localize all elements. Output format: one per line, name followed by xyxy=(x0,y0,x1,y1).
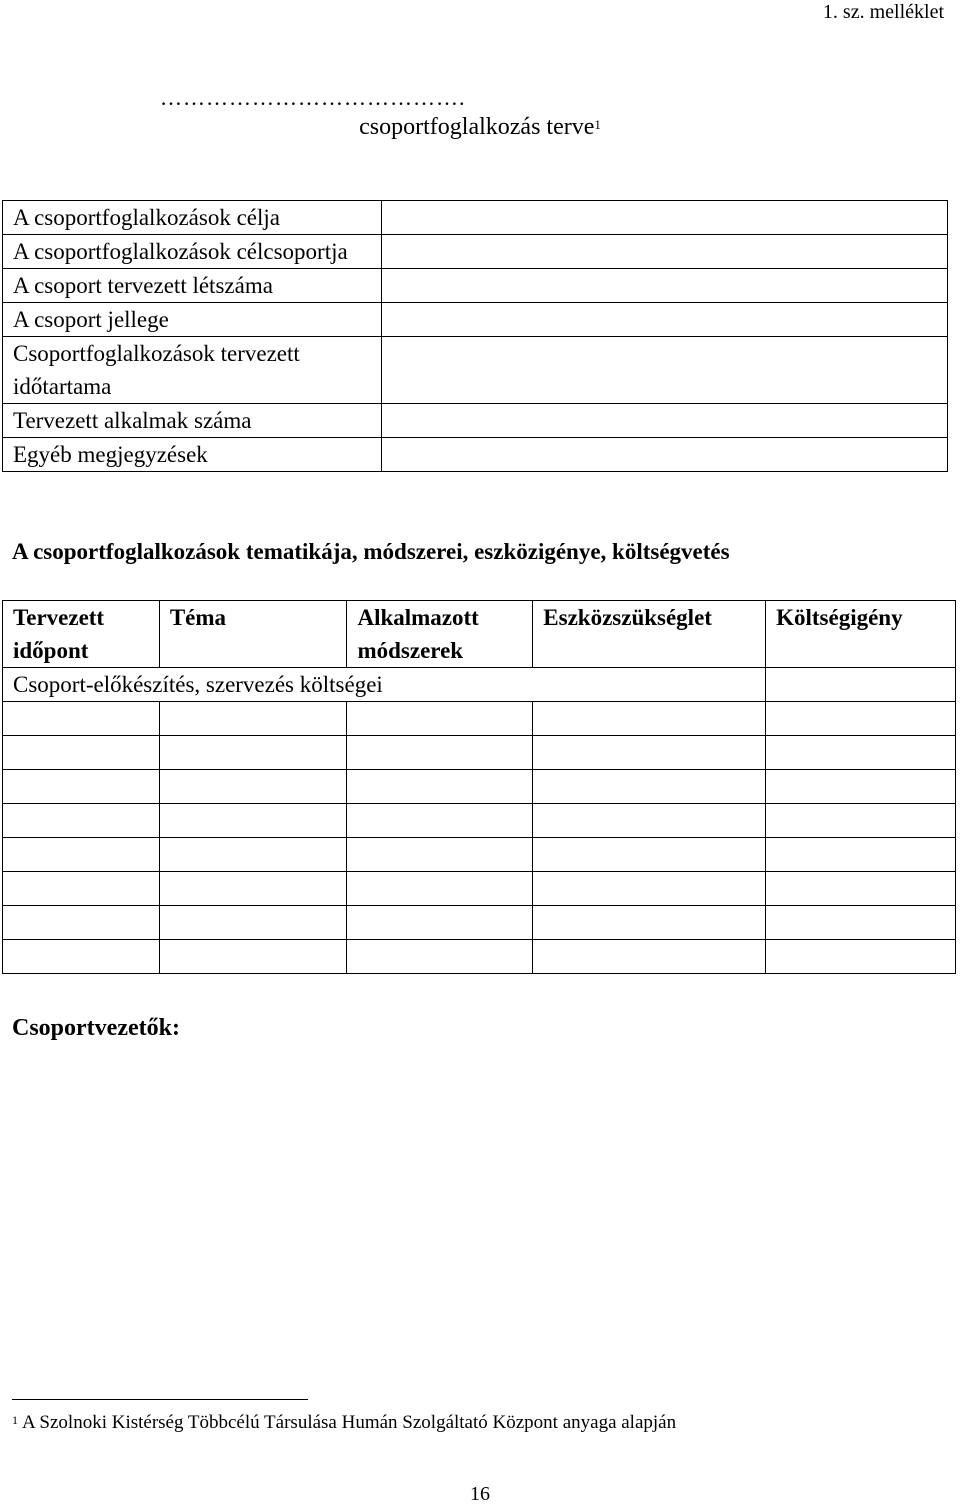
table-cell[interactable] xyxy=(159,736,347,770)
plan-row-value[interactable] xyxy=(381,235,947,269)
header-methods: Alkalmazott módszerek xyxy=(347,601,533,668)
title-fill-in-dots: …………………………………. xyxy=(160,85,466,110)
plan-row xyxy=(3,269,948,303)
footnote-number: 1 xyxy=(12,1413,18,1427)
footnote-text: A Szolnoki Kistérség Többcélú Társulása Humán Szolgáltató Központ anyaga alapján xyxy=(22,1412,677,1433)
prep-cost-value[interactable] xyxy=(766,668,956,702)
table-cell[interactable] xyxy=(3,906,160,940)
table-cell[interactable] xyxy=(347,838,533,872)
table-cell[interactable] xyxy=(3,702,160,736)
plan-row-label: Tervezett alkalmak száma xyxy=(3,404,382,438)
footnote-divider xyxy=(12,1399,308,1400)
table-cell[interactable] xyxy=(766,906,956,940)
prep-cost-row xyxy=(3,668,956,702)
table-cell[interactable] xyxy=(3,770,160,804)
plan-row-value[interactable] xyxy=(381,404,947,438)
table-cell[interactable] xyxy=(159,906,347,940)
plan-row-value[interactable] xyxy=(381,337,947,404)
table-cell[interactable] xyxy=(766,940,956,974)
table-cell[interactable] xyxy=(533,770,766,804)
plan-row xyxy=(3,438,948,472)
table-cell[interactable] xyxy=(766,736,956,770)
table-cell[interactable] xyxy=(766,838,956,872)
table-cell[interactable] xyxy=(347,770,533,804)
table-cell[interactable] xyxy=(347,804,533,838)
plan-row xyxy=(3,404,948,438)
table-cell[interactable] xyxy=(766,770,956,804)
annex-label: 1. sz. melléklet xyxy=(822,1,944,23)
plan-row xyxy=(3,337,948,404)
plan-row-label: Csoportfoglalkozások tervezett időtartama xyxy=(3,337,382,404)
header-planned-date: Tervezett időpont xyxy=(3,601,160,668)
schedule-row xyxy=(3,804,956,838)
table-cell[interactable] xyxy=(766,804,956,838)
table-cell[interactable] xyxy=(533,872,766,906)
table-cell[interactable] xyxy=(347,736,533,770)
document-title xyxy=(0,112,960,142)
schedule-row xyxy=(3,838,956,872)
plan-row-value[interactable] xyxy=(381,201,947,235)
schedule-row xyxy=(3,702,956,736)
table-cell[interactable] xyxy=(3,736,160,770)
table-cell[interactable] xyxy=(533,702,766,736)
table-cell[interactable] xyxy=(159,702,347,736)
schedule-row xyxy=(3,906,956,940)
title-text: csoportfoglalkozás terve xyxy=(359,114,595,140)
title-footnote-ref: 1 xyxy=(594,117,601,132)
table-cell[interactable] xyxy=(159,838,347,872)
table-cell[interactable] xyxy=(159,804,347,838)
page-number: 16 xyxy=(470,1483,490,1505)
schedule-row xyxy=(3,940,956,974)
group-leaders-label: Csoportvezetők: xyxy=(12,1015,180,1041)
header-equipment: Eszközszükséglet xyxy=(533,601,766,668)
plan-row-label: A csoportfoglalkozások célcsoportja xyxy=(3,235,382,269)
table-cell[interactable] xyxy=(533,906,766,940)
table-cell[interactable] xyxy=(3,804,160,838)
plan-row-value[interactable] xyxy=(381,438,947,472)
table-cell[interactable] xyxy=(347,906,533,940)
table-cell[interactable] xyxy=(347,940,533,974)
plan-row-value[interactable] xyxy=(381,269,947,303)
schedule-table xyxy=(2,600,956,974)
table-cell[interactable] xyxy=(533,804,766,838)
footnote xyxy=(12,1410,676,1436)
plan-row-label: A csoport jellege xyxy=(3,303,382,337)
table-cell[interactable] xyxy=(3,872,160,906)
table-cell[interactable] xyxy=(347,702,533,736)
table-cell[interactable] xyxy=(766,702,956,736)
table-cell[interactable] xyxy=(159,770,347,804)
table-cell[interactable] xyxy=(533,736,766,770)
plan-row xyxy=(3,235,948,269)
header-cost: Költségigény xyxy=(766,601,956,668)
plan-row-label: A csoportfoglalkozások célja xyxy=(3,201,382,235)
table-cell[interactable] xyxy=(159,872,347,906)
prep-cost-label: Csoport-előkészítés, szervezés költségei xyxy=(3,668,766,702)
plan-row-label: Egyéb megjegyzések xyxy=(3,438,382,472)
table-cell[interactable] xyxy=(347,872,533,906)
schedule-row xyxy=(3,736,956,770)
table-cell[interactable] xyxy=(3,940,160,974)
plan-table xyxy=(2,200,948,472)
table-cell[interactable] xyxy=(766,872,956,906)
table-cell[interactable] xyxy=(533,838,766,872)
table-cell[interactable] xyxy=(533,940,766,974)
plan-row xyxy=(3,201,948,235)
schedule-header-row xyxy=(3,601,956,668)
plan-row xyxy=(3,303,948,337)
schedule-row xyxy=(3,872,956,906)
schedule-row xyxy=(3,770,956,804)
table-cell[interactable] xyxy=(3,838,160,872)
header-topic: Téma xyxy=(159,601,347,668)
section-heading: A csoportfoglalkozások tematikája, módszerei, eszközigénye, költségvetés xyxy=(12,539,730,564)
plan-row-label: A csoport tervezett létszáma xyxy=(3,269,382,303)
plan-row-value[interactable] xyxy=(381,303,947,337)
table-cell[interactable] xyxy=(159,940,347,974)
